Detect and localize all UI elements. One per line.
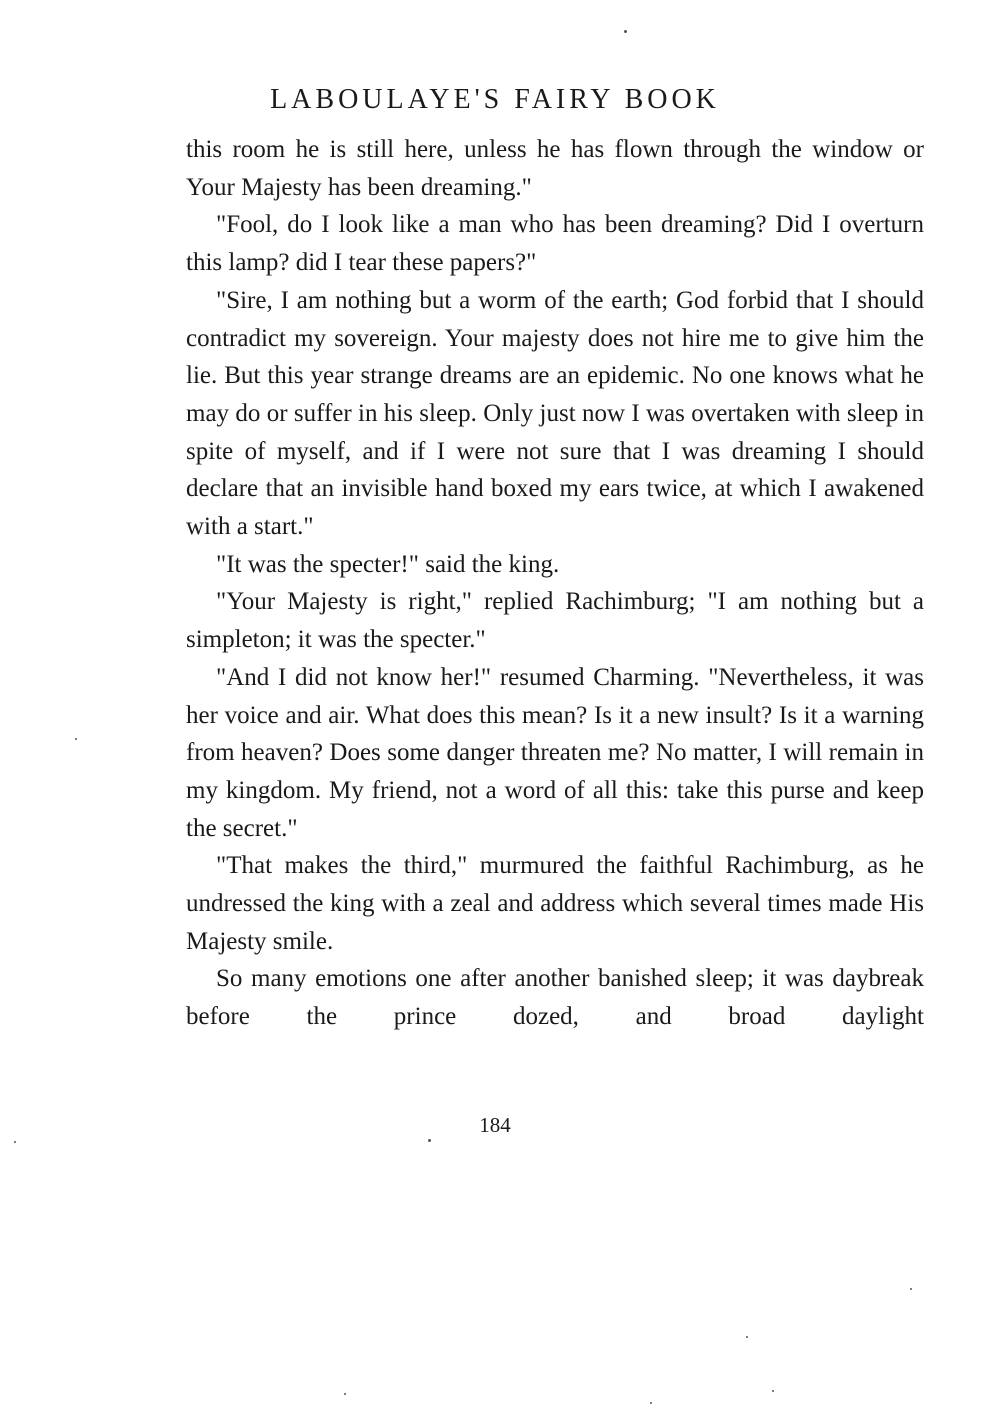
paragraph: So many emotions one after another banished sleep; it was daybreak before the prince dozed, and broad daylight: [186, 965, 924, 1031]
body-text: [186, 131, 924, 1036]
paragraph: "And I did not know her!" resumed Charming. "Nevertheless, it was her voice and air. What does this mean? Is it a new insult? Is it a warning from heaven? Does some danger threaten me? No matter, I will remain in my kingdom. My friend, not a word of all this: take this purse and keep the secret.": [186, 663, 924, 842]
scan-speck: [14, 1141, 16, 1143]
scan-speck: [772, 1390, 774, 1392]
scan-speck: [650, 1402, 652, 1404]
scan-speck: [428, 1139, 431, 1142]
paragraph: "That makes the third," murmured the faithful Rachimburg, as he undressed the king with a zeal and address which several times made His Majesty smile.: [186, 852, 924, 955]
paragraph: "Your Majesty is right," replied Rachimburg; "I am nothing but a simpleton; it was the specter.": [186, 588, 924, 654]
scan-speck: [910, 1288, 912, 1290]
scan-speck: [746, 1336, 748, 1338]
paragraph: "It was the specter!" said the king.: [216, 550, 560, 578]
paragraph-continuation: this room he is still here, unless he has flown through the window or Your Majesty has been dreaming.": [186, 136, 924, 201]
scan-speck: [624, 30, 627, 33]
paragraph: "Fool, do I look like a man who has been dreaming? Did I overturn this lamp? did I tear these papers?": [186, 211, 924, 277]
scan-speck: [344, 1393, 346, 1395]
page-number: 184: [479, 1113, 511, 1137]
paragraph: "Sire, I am nothing but a worm of the earth; God forbid that I should contradict my sovereign. Your majesty does not hire me to give him the lie. But this year strange dreams are an epidemic. No one knows what he may do or suffer in his sleep. Only just now I was overtaken with sleep in spite of myself, and if I were not sure that I was dreaming I should declare that an invisible hand boxed my ears twice, at which I awakened with a start.": [186, 286, 924, 541]
scan-speck: [75, 738, 77, 740]
running-head: LABOULAYE'S FAIRY BOOK: [270, 84, 720, 115]
